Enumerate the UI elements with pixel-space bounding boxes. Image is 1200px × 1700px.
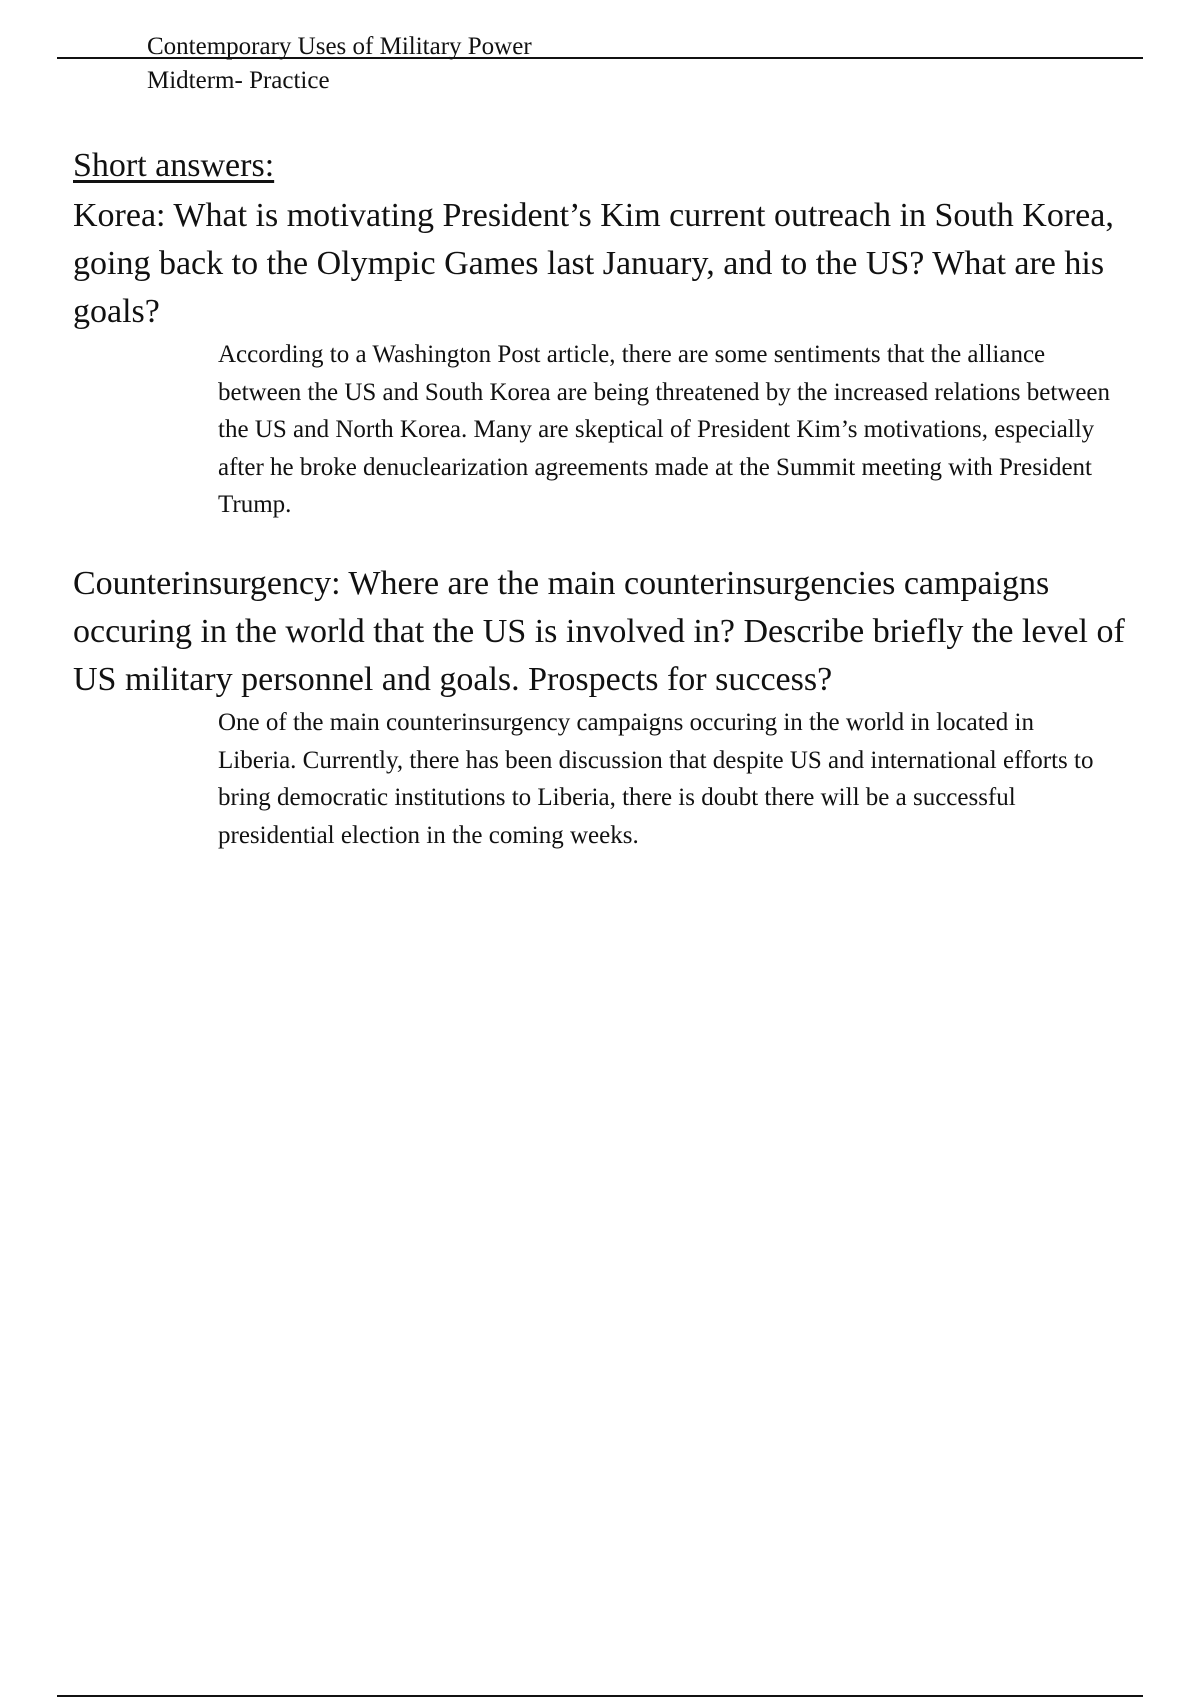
header-rule [57,57,1143,59]
document-subtitle: Midterm- Practice [147,67,330,94]
footer-rule [57,1695,1143,1697]
answer-counterinsurgency: One of the main counterinsurgency campaigns occuring in the world in located in Liberia. Currently, there has been discussion that despite US and international efforts to bring democratic institutions to Liberia, there is doubt there will be a successful presidential election in the coming weeks. [218,709,1094,849]
page-header [147,30,532,98]
answer-korea: According to a Washington Post article, there are some sentiments that the alliance between the US and South Korea are being threatened by the increased relations between the US and North Korea. Many are skeptical of President Kim’s motivations, especially after he broke denuclearization agreements made at the Summit meeting with President Trump. [218,341,1111,518]
course-title: Contemporary Uses of Military Power [147,33,532,60]
section-heading: Short answers: [73,147,275,184]
question-korea: Korea: What is motivating President’s Kim current outreach in South Korea, going back to the Olympic Games last January, and to the US? What are his goals? [73,197,1114,330]
question-counterinsurgency: Counterinsurgency: Where are the main counterinsurgencies campaigns occuring in the world that the US is involved in? Describe briefly the level of US military personnel and goals. Prospects for success? [73,565,1125,698]
